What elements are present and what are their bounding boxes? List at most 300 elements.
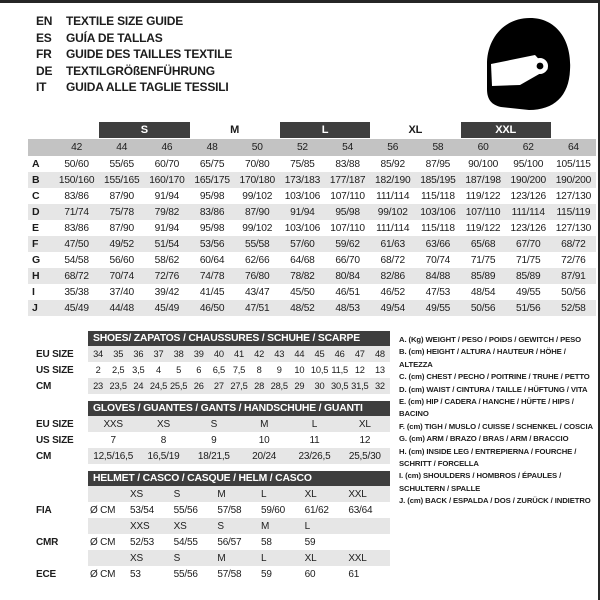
value-cell: 82/86 xyxy=(380,270,405,282)
value-cell: XS xyxy=(130,552,143,564)
value-cell: 78/82 xyxy=(290,270,315,282)
value-cell: 65/75 xyxy=(199,158,225,170)
value-cell: 4 xyxy=(155,365,161,375)
cells-row xyxy=(88,362,390,378)
row-label: E xyxy=(32,222,39,234)
value-cell: 99/102 xyxy=(242,222,273,234)
value-cell: 53 xyxy=(130,568,141,580)
value-cell: 61/63 xyxy=(380,238,405,250)
value-cell: 25,5/30 xyxy=(348,450,381,462)
value-cell: 49/54 xyxy=(380,302,405,314)
value-cell: 99/102 xyxy=(242,190,273,202)
value-cell: 2 xyxy=(95,365,101,375)
value-cell: 11 xyxy=(309,434,320,446)
value-cell: XL xyxy=(304,488,317,500)
value-cell: 55/56 xyxy=(173,504,198,516)
value-cell: S xyxy=(210,418,218,430)
value-cell: 190/200 xyxy=(555,174,592,186)
value-cell: 7,5 xyxy=(232,365,246,375)
value-cell: 51/56 xyxy=(515,302,541,314)
value-cell: 54/58 xyxy=(64,254,89,266)
guide-title: TEXTILGRÖßENFÜHRUNG xyxy=(66,63,215,78)
value-cell: 87/91 xyxy=(561,270,586,282)
size-number-cell: 56 xyxy=(387,142,399,153)
value-cell: 12,5/16,5 xyxy=(93,450,134,462)
value-cell: 95/98 xyxy=(199,222,225,234)
value-cell: 66/70 xyxy=(335,254,360,266)
value-cell: 115/119 xyxy=(556,206,591,218)
value-cell: 190/200 xyxy=(510,174,546,186)
size-group-xl: XL xyxy=(408,124,423,136)
value-cell: M xyxy=(260,418,269,430)
table-row xyxy=(28,416,393,432)
value-cell: 48/52 xyxy=(290,302,315,314)
value-cell: 50/60 xyxy=(64,158,89,170)
value-cell: 76/80 xyxy=(244,270,270,282)
value-cell: 75/78 xyxy=(109,206,134,218)
value-cell: 103/106 xyxy=(420,206,456,218)
value-cell: M xyxy=(217,488,226,500)
value-cell: 87/95 xyxy=(425,158,451,170)
row-label: CMR xyxy=(36,536,59,548)
value-cell: 35/38 xyxy=(64,286,89,298)
measure-row-f xyxy=(28,236,596,252)
measure-row-e xyxy=(28,220,596,236)
value-cell: 23/26,5 xyxy=(298,450,331,462)
value-cell: 47/51 xyxy=(244,302,270,314)
value-cell: XS xyxy=(157,418,170,430)
measure-row-g xyxy=(28,252,596,268)
value-cell: 80/84 xyxy=(335,270,360,282)
value-cell: L xyxy=(304,520,311,532)
value-cell: 119/122 xyxy=(465,222,501,234)
value-cell: 58/62 xyxy=(154,254,180,266)
language-row xyxy=(36,63,232,80)
value-cell: 70/80 xyxy=(244,158,270,170)
value-cell: 177/187 xyxy=(329,174,366,186)
value-cell: 90/100 xyxy=(468,158,499,170)
table-row xyxy=(28,378,393,394)
value-cell: 30,5 xyxy=(331,381,349,391)
value-cell: 127/130 xyxy=(555,190,592,202)
value-cell: 47/53 xyxy=(425,286,451,298)
value-cell: 6,5 xyxy=(212,365,226,375)
value-cell: 75/85 xyxy=(290,158,315,170)
value-cell: 41 xyxy=(234,349,244,359)
value-cell: 44/48 xyxy=(109,302,134,314)
size-number-cell: 64 xyxy=(567,142,579,153)
value-cell: 123/126 xyxy=(510,222,546,234)
value-cell: 53/56 xyxy=(199,238,225,250)
guide-title: GUÍA DE TALLAS xyxy=(66,30,163,45)
value-cell: 170/180 xyxy=(239,174,275,186)
value-cell: 91/94 xyxy=(290,206,315,218)
value-cell: 185/195 xyxy=(420,174,456,186)
legend-item: J. (cm) BACK / ESPALDA / DOS / ZURÜCK / INDIETRO xyxy=(399,496,591,506)
value-cell: 71/74 xyxy=(64,206,89,218)
value-cell: 165/175 xyxy=(194,174,230,186)
row-label: J xyxy=(32,302,38,314)
row-label: H xyxy=(32,270,40,282)
value-cell: 41/45 xyxy=(199,286,225,298)
value-cell: S xyxy=(173,488,181,500)
value-cell: 12 xyxy=(354,365,365,375)
helmet-icon xyxy=(474,12,580,112)
value-cell: 57/58 xyxy=(217,568,242,580)
value-cell: 27,5 xyxy=(230,381,248,391)
value-cell: 59 xyxy=(304,536,316,548)
language-code: EN xyxy=(36,14,53,29)
value-cell: Ø CM xyxy=(90,504,116,516)
value-cell: 55/65 xyxy=(109,158,134,170)
value-cell: 111/114 xyxy=(511,206,545,218)
cells-row xyxy=(88,432,390,448)
row-label: EU SIZE xyxy=(36,418,74,430)
value-cell: 79/82 xyxy=(154,206,180,218)
value-cell: 84/88 xyxy=(425,270,451,282)
cells-row xyxy=(88,448,390,464)
table-row xyxy=(28,502,393,518)
equipment-tables xyxy=(28,330,393,588)
value-cell: L xyxy=(261,488,267,500)
cells-row xyxy=(88,378,390,394)
measure-row-j xyxy=(28,300,596,316)
value-cell: 115/118 xyxy=(420,222,455,234)
language-code: ES xyxy=(36,30,52,45)
size-group-s: S xyxy=(99,122,189,138)
size-number-cell: 44 xyxy=(116,142,128,153)
value-cell: 46/50 xyxy=(199,302,225,314)
value-cell: 16,5/19 xyxy=(147,450,180,462)
value-cell: 38 xyxy=(173,349,184,359)
value-cell: 20/24 xyxy=(252,450,277,462)
size-group-xxl: XXL xyxy=(461,122,551,138)
value-cell: XXL xyxy=(348,488,367,500)
row-label: US SIZE xyxy=(36,364,74,376)
value-cell: L xyxy=(261,552,267,564)
guide-title: TEXTILE SIZE GUIDE xyxy=(66,14,184,29)
value-cell: 28,5 xyxy=(270,381,288,391)
value-cell: 30 xyxy=(314,381,325,391)
value-cell: 18/21,5 xyxy=(197,450,230,462)
value-cell: 71/75 xyxy=(515,254,541,266)
value-cell: 52/53 xyxy=(130,536,155,548)
value-cell: 59/60 xyxy=(261,504,286,516)
value-cell: 8 xyxy=(160,434,167,446)
value-cell: S xyxy=(173,552,181,564)
size-group-m: M xyxy=(230,124,240,136)
value-cell: 91/94 xyxy=(154,190,180,202)
value-cell: 107/110 xyxy=(330,222,365,234)
value-cell: 74/78 xyxy=(199,270,225,282)
cells-row xyxy=(88,550,390,566)
size-number-cell: 60 xyxy=(477,142,489,153)
value-cell: 85/89 xyxy=(470,270,496,282)
value-cell: 57/60 xyxy=(290,238,315,250)
value-cell: M xyxy=(217,552,226,564)
value-cell: XS xyxy=(130,488,143,500)
value-cell: 85/89 xyxy=(515,270,541,282)
size-number-cell: 42 xyxy=(71,142,83,153)
value-cell: 111/114 xyxy=(376,222,410,234)
value-cell: 8 xyxy=(256,365,262,375)
value-cell: 55/58 xyxy=(244,238,270,250)
language-code: DE xyxy=(36,63,53,78)
value-cell: 95/98 xyxy=(335,206,360,218)
value-cell: 103/106 xyxy=(284,190,321,202)
value-cell: 54/55 xyxy=(173,536,198,548)
value-cell: Ø CM xyxy=(90,568,116,580)
value-cell: 43 xyxy=(274,349,285,359)
row-label: US SIZE xyxy=(36,434,74,446)
value-cell: XXS xyxy=(103,418,123,430)
section-header-row xyxy=(28,470,393,486)
value-cell: S xyxy=(217,520,224,532)
value-cell: 56/60 xyxy=(109,254,134,266)
value-cell: 83/86 xyxy=(199,206,225,218)
measure-row-b xyxy=(28,172,596,188)
value-cell: 119/122 xyxy=(465,190,501,202)
value-cell: 87/90 xyxy=(109,222,134,234)
value-cell: 64/68 xyxy=(290,254,315,266)
value-cell: 48/53 xyxy=(335,302,360,314)
row-label: F xyxy=(32,238,39,250)
value-cell: 37/40 xyxy=(109,286,134,298)
value-cell: XL xyxy=(358,418,371,430)
cells-row xyxy=(88,566,390,582)
legend-item: I. (cm) SHOULDERS / HOMBROS / ÉPAULES / SCHULTERN / SPALLE xyxy=(399,471,562,493)
value-cell: 87/90 xyxy=(244,206,270,218)
value-cell: XXL xyxy=(348,552,367,564)
value-cell: 50/56 xyxy=(470,302,496,314)
value-cell: 6 xyxy=(196,365,202,375)
legend-item: E. (cm) HIP / CADERA / HANCHE / HÜFTE / HIPS / BACINO xyxy=(399,397,574,419)
value-cell: 23 xyxy=(93,381,104,391)
value-cell: 25,5 xyxy=(169,381,188,391)
value-cell: 7 xyxy=(110,434,116,446)
table-row xyxy=(28,448,393,464)
value-cell: 39 xyxy=(193,349,204,359)
value-cell: 71/75 xyxy=(470,254,496,266)
value-cell: 11,5 xyxy=(331,365,348,375)
cells-row xyxy=(88,416,390,432)
value-cell: 83/88 xyxy=(335,158,360,170)
value-cell: 46 xyxy=(334,349,345,359)
legend-item: C. (cm) CHEST / PECHO / POITRINE / TRUHE / PETTO xyxy=(399,372,590,382)
value-cell: 91/94 xyxy=(154,222,180,234)
value-cell: 60/64 xyxy=(199,254,225,266)
helmet-size-table xyxy=(28,470,393,582)
measure-row-d xyxy=(28,204,596,220)
value-cell: 150/160 xyxy=(58,174,95,186)
row-label: G xyxy=(32,254,40,266)
value-cell: 27 xyxy=(213,381,224,391)
value-cell: 3,5 xyxy=(132,365,145,375)
value-cell: 60/70 xyxy=(154,158,180,170)
value-cell: 160/170 xyxy=(149,174,185,186)
size-number-cell: 52 xyxy=(296,142,308,153)
value-cell: 55/56 xyxy=(173,568,198,580)
value-cell: 32 xyxy=(374,381,385,391)
cells-row xyxy=(88,486,390,502)
value-cell: 35 xyxy=(113,349,124,359)
value-cell: 39/42 xyxy=(154,286,180,298)
row-label: FIA xyxy=(36,504,52,516)
table-row xyxy=(28,518,393,534)
value-cell: 45/49 xyxy=(64,302,89,314)
value-cell: 115/118 xyxy=(420,190,455,202)
value-cell: 10 xyxy=(294,365,305,375)
value-cell: 72/76 xyxy=(154,270,180,282)
measure-row-a xyxy=(28,156,596,172)
table-row xyxy=(28,432,393,448)
value-cell: 31,5 xyxy=(351,381,369,391)
value-cell: 83/86 xyxy=(64,222,89,234)
value-cell: 51/54 xyxy=(154,238,180,250)
section-title-bar: GLOVES / GUANTES / GANTS / HANDSCHUHE / GUANTI xyxy=(88,401,390,416)
guide-title: GUIDE DES TAILLES TEXTILE xyxy=(66,47,233,62)
value-cell: 9 xyxy=(276,365,282,375)
value-cell: 107/110 xyxy=(465,206,501,218)
size-number-cell: 62 xyxy=(522,142,534,153)
value-cell: 123/126 xyxy=(510,190,546,202)
value-cell: 111/114 xyxy=(376,190,410,202)
size-number-cell: 54 xyxy=(342,142,354,153)
cells-row xyxy=(88,518,390,534)
value-cell: 46/52 xyxy=(380,286,405,298)
row-label: ECE xyxy=(36,568,56,580)
value-cell: 68/72 xyxy=(561,238,586,250)
value-cell: 52/58 xyxy=(561,302,586,314)
value-cell: 63/66 xyxy=(425,238,451,250)
value-cell: 173/183 xyxy=(284,174,321,186)
value-cell: 34 xyxy=(93,349,104,359)
value-cell: 37 xyxy=(153,349,164,359)
measurement-legend xyxy=(393,330,596,588)
language-row xyxy=(36,46,232,63)
value-cell: 49/55 xyxy=(425,302,451,314)
value-cell: 59/62 xyxy=(335,238,360,250)
table-row xyxy=(28,362,393,378)
value-cell: 5 xyxy=(176,365,182,375)
value-cell: 182/190 xyxy=(375,174,411,186)
value-cell: 48 xyxy=(374,349,385,359)
value-cell: XL xyxy=(304,552,317,564)
value-cell: 12 xyxy=(359,434,371,446)
value-cell: 95/100 xyxy=(513,158,544,170)
row-label: CM xyxy=(36,450,52,462)
row-label: I xyxy=(32,286,35,298)
size-number-row xyxy=(28,139,596,156)
value-cell: 47/50 xyxy=(64,238,89,250)
language-row xyxy=(36,79,232,96)
value-cell: 45/50 xyxy=(290,286,315,298)
row-label: D xyxy=(32,206,40,218)
value-cell: 127/130 xyxy=(555,222,592,234)
value-cell: 48/54 xyxy=(470,286,496,298)
value-cell: 61/62 xyxy=(304,504,329,516)
value-cell: 60 xyxy=(304,568,316,580)
cells-row xyxy=(88,502,390,518)
language-code: FR xyxy=(36,47,52,62)
value-cell: 44 xyxy=(294,349,305,359)
section-header-row xyxy=(28,400,393,416)
table-row xyxy=(28,566,393,582)
cells-row xyxy=(88,346,390,362)
table-row xyxy=(28,486,393,502)
section-header-row xyxy=(28,330,393,346)
value-cell: 10 xyxy=(258,434,270,446)
legend-item: D. (cm) WAIST / CINTURA / TAILLE / HÜFTUNG / VITA xyxy=(399,384,588,394)
legend-item: H. (cm) INSIDE LEG / ENTREPIERNA / FOURCHE / SCHRITT / FORCELLA xyxy=(399,446,577,469)
value-cell: 187/198 xyxy=(465,174,501,186)
value-cell: 83/86 xyxy=(64,190,89,202)
value-cell: XXS xyxy=(130,520,150,532)
measure-row-h xyxy=(28,268,596,284)
value-cell: 40 xyxy=(213,349,224,359)
language-row xyxy=(36,13,232,30)
section-title-bar: HELMET / CASCO / CASQUE / HELM / CASCO xyxy=(88,471,390,486)
value-cell: 24 xyxy=(133,381,144,391)
shoes-size-table xyxy=(28,330,393,394)
value-cell: 63/64 xyxy=(348,504,373,516)
legend-item: G. (cm) ARM / BRAZO / BRAS / ARM / BRACCIO xyxy=(399,434,569,444)
value-cell: 59 xyxy=(261,568,272,580)
value-cell: 70/74 xyxy=(425,254,451,266)
value-cell: 23,5 xyxy=(109,381,127,391)
value-cell: L xyxy=(311,418,318,430)
size-group-l: L xyxy=(280,122,370,138)
top-border-line xyxy=(0,0,600,3)
row-label: A xyxy=(32,158,40,170)
value-cell: 45/49 xyxy=(154,302,180,314)
legend-item: F. (cm) TIGH / MUSLO / CUISSE / SCHENKEL / COSCIA xyxy=(399,421,593,431)
value-cell: Ø CM xyxy=(90,536,116,548)
row-label: EU SIZE xyxy=(36,348,74,360)
value-cell: 13 xyxy=(374,365,385,375)
measure-row-i xyxy=(28,284,596,300)
gloves-size-table xyxy=(28,400,393,464)
value-cell: 49/52 xyxy=(109,238,134,250)
textile-size-table xyxy=(28,121,596,316)
value-cell: 68/72 xyxy=(64,270,89,282)
value-cell: 99/102 xyxy=(377,206,408,218)
lower-section xyxy=(28,330,596,588)
row-label: CM xyxy=(36,380,52,392)
value-cell: 45 xyxy=(314,349,325,359)
value-cell: 70/74 xyxy=(109,270,134,282)
value-cell: 53/54 xyxy=(130,504,155,516)
value-cell: 85/92 xyxy=(380,158,405,170)
value-cell: 9 xyxy=(211,434,217,446)
value-cell: 68/72 xyxy=(380,254,405,266)
value-cell: 155/165 xyxy=(104,174,140,186)
value-cell: 72/76 xyxy=(561,254,586,266)
value-cell: 103/106 xyxy=(284,222,321,234)
value-cell: 28 xyxy=(254,381,265,391)
value-cell: 36 xyxy=(133,349,144,359)
value-cell: 67/70 xyxy=(515,238,541,250)
value-cell: XS xyxy=(173,520,187,532)
legend-item: A. (Kg) WEIGHT / PESO / POIDS / GEWITCH / PESO xyxy=(399,335,582,344)
table-row xyxy=(28,550,393,566)
guide-title: GUIDA ALLE TAGLIE TESSILI xyxy=(66,80,229,95)
value-cell: 24,5 xyxy=(149,381,168,391)
value-cell: 10,5 xyxy=(310,365,329,375)
value-cell: 105/115 xyxy=(556,158,591,170)
value-cell: 50/56 xyxy=(561,286,586,298)
value-cell: 57/58 xyxy=(217,504,242,516)
